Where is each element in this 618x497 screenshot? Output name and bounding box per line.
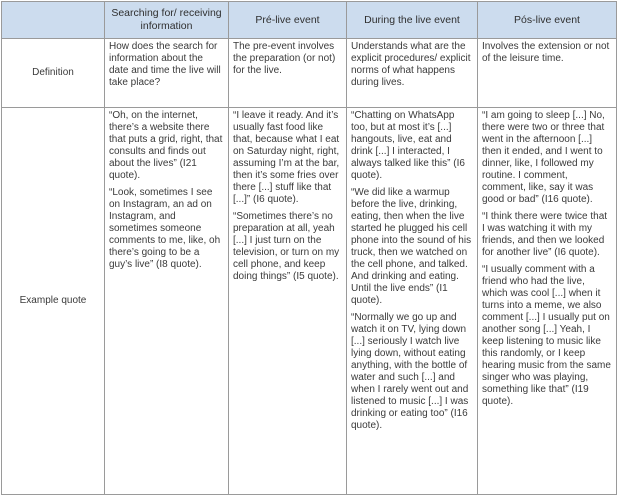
example-label: Example quote (2, 108, 105, 495)
quote: “I am going to sleep [...] No, there were two or three that went in the afternoon [...] then it ended, and I went to dinner, like, I followed my routine. I comment, comment, like, say it was good or bad” (I16 quote). (482, 110, 605, 205)
quote: “Chatting on WhatsApp too, but at most it’s [...] hangouts, live, eat and drink [...] I interacted, I always talked like this” (I6 quote). (351, 110, 465, 181)
definition-pre-live: The pre-event involves the preparation (or not) for the live. (229, 39, 347, 108)
quote: “Look, sometimes I see on Instagram, an ad on Instagram, and sometimes someone comments to me, like, oh there’s going to be a guy’s live” (I8 quote). (109, 187, 221, 270)
example-searching-cell (105, 108, 229, 495)
example-row (2, 108, 617, 495)
quote: “We did like a warmup before the live, drinking, eating, then when the live started he plugged his cell phone into the sound of his truck, then we watched on the cell phone, and talked. And drinking and eating. Until the live ends” (I1 quote). (351, 187, 472, 306)
definition-searching: How does the search for information about the date and time the live will take place? (105, 39, 229, 108)
example-pos-live-cell (478, 108, 617, 495)
header-corner-cell (2, 2, 105, 39)
quote: “Normally we go up and watch it on TV, lying down [...] seriously I watch live lying down, without eating anything, with the bottle of water and such [...] and when I rarely went out and listened to music [...] I was drinking or eating too” (I16 quote). (351, 312, 469, 431)
example-during-live-cell (347, 108, 478, 495)
example-pre-live-cell (229, 108, 347, 495)
quote: “I think there were twice that I was watching it with my friends, and then we looked for another live” (I6 quote). (482, 211, 608, 258)
header-searching: Searching for/ receiving information (105, 2, 229, 39)
quote: “Sometimes there’s no preparation at all, yeah [...] I just turn on the television, or turn on my cell phone, and keep doing things” (I5 quote). (233, 211, 340, 282)
definition-during-live: Understands what are the explicit procedures/ explicit norms of what happens during lives. (347, 39, 478, 108)
quote: “Oh, on the internet, there’s a website there that puts a grid, right, that consults and finds out about the lives” (I21 quote). (109, 110, 223, 181)
header-during-live: During the live event (347, 2, 478, 39)
quote-table (1, 1, 617, 495)
definition-pos-live: Involves the extension or not of the leisure time. (478, 39, 617, 108)
quote: “I leave it ready. And it’s usually fast food like that, because what I eat on Saturday night, right, assuming I’m at the bar, then it’s some fries over there [...] stuff like that [...]” (I6 quote). (233, 110, 340, 205)
quote: “I usually comment with a friend who had the live, which was cool [...] when it turns into a meme, we also comment [...] I usually put on another song [...] Yeah, I keep listening to music like this randomly, or I keep hearing music from the same singer who was playing, something like that” (I19 quote). (482, 264, 611, 407)
definition-row (2, 39, 617, 108)
header-pos-live: Pós-live event (478, 2, 617, 39)
definition-label: Definition (2, 39, 105, 108)
header-row (2, 2, 617, 39)
header-pre-live: Pré-live event (229, 2, 347, 39)
